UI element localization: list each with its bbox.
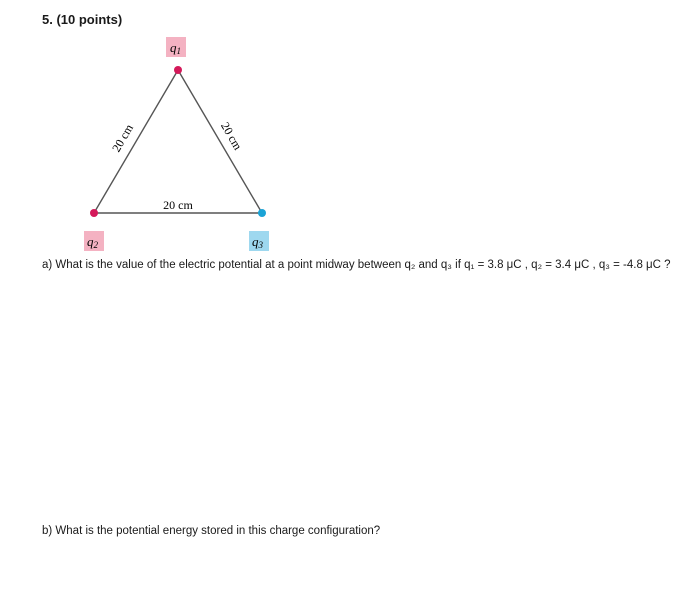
- problem-heading: 5. (10 points): [42, 12, 123, 27]
- q2-label: q2: [87, 234, 98, 250]
- side-left: [94, 70, 178, 213]
- q1-sub: 1: [176, 46, 181, 56]
- q3-charge: [258, 209, 266, 217]
- triangle-diagram: [0, 0, 700, 260]
- q2-sub: 2: [93, 240, 98, 250]
- q2-charge: [90, 209, 98, 217]
- side-label-right: 20 cm: [217, 119, 245, 153]
- q3-sub: 3: [258, 240, 263, 250]
- side-label-left: 20 cm: [109, 121, 137, 155]
- side-right: [178, 70, 262, 213]
- q1-label: q1: [170, 40, 181, 56]
- question-b: b) What is the potential energy stored in this charge configuration?: [42, 525, 381, 537]
- q1-charge: [174, 66, 182, 74]
- q3-label: q3: [252, 234, 263, 250]
- question-a: a) What is the value of the electric potential at a point midway between q₂ and q₃ if q₁ = 3.8 μC , q₂ = 3.4 μC , q₃ = -4.8 μC ?: [42, 259, 671, 271]
- side-label-bottom: 20 cm: [163, 198, 193, 212]
